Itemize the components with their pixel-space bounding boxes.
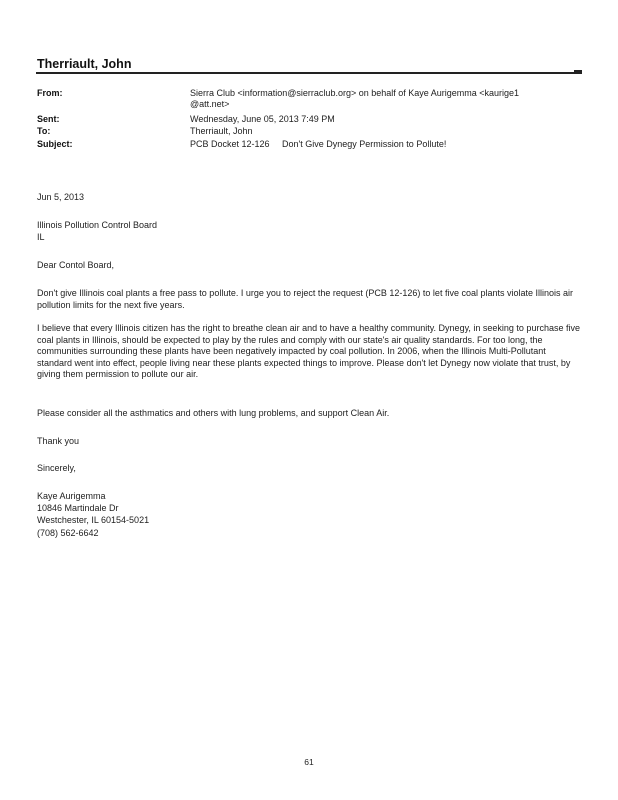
sent-value: Wednesday, June 05, 2013 7:49 PM (190, 114, 335, 124)
to-label: To: (37, 126, 51, 136)
signature-street: 10846 Martindale Dr (37, 503, 119, 513)
from-label: From: (37, 88, 63, 98)
paragraph-1: Don't give Illinois coal plants a free pass to pollute. I urge you to reject the request (PCB 12-126) to let five coal plants violate Illinois air pollution limits for the next five years. (37, 288, 574, 310)
letter-date: Jun 5, 2013 (37, 192, 85, 202)
paragraph-2: I believe that every Illinois citizen has the right to breathe clean air and to have a healthy community. Dynegy, in seeking to purchase five coal plants in Illinois, should be expected to play by the rules and comply with our state's air quality standards. For too long, the communities surrounding these plants have been negatively impacted by coal pollution. In 2006, when the Illinois Multi-Pollutant standard went into effect, people living near these plants expected things to improve. Please don't let Dynegy now violate that trust, by giving them permission to pollute our air. (37, 323, 580, 379)
subject-value: PCB Docket 12-126 Don't Give Dynegy Permission to Pollute! (190, 139, 447, 149)
paragraph-3: Please consider all the asthmatics and others with lung problems, and support Clean Air. (37, 408, 390, 418)
recipient-name-heading: Therriault, John (37, 57, 132, 71)
recipient-state: IL (37, 232, 45, 242)
thanks-line: Thank you (37, 436, 80, 446)
from-value-continued: @att.net> (190, 99, 230, 109)
signature-phone: (708) 562-6642 (37, 528, 99, 538)
signature-city: Westchester, IL 60154-5021 (37, 515, 150, 525)
recipient-organization: Illinois Pollution Control Board (37, 220, 158, 230)
subject-label: Subject: (37, 139, 73, 149)
sent-label: Sent: (37, 114, 60, 124)
to-value: Therriault, John (190, 126, 253, 136)
signature-name: Kaye Aurigemma (37, 491, 106, 501)
salutation: Dear Contol Board, (37, 260, 115, 270)
closing-line: Sincerely, (37, 463, 76, 473)
from-value: Sierra Club <information@sierraclub.org> on behalf of Kaye Aurigemma <kaurige1 (190, 88, 520, 98)
header-divider (36, 72, 582, 74)
header-divider-end (574, 70, 582, 74)
page-number: 61 (304, 757, 314, 767)
